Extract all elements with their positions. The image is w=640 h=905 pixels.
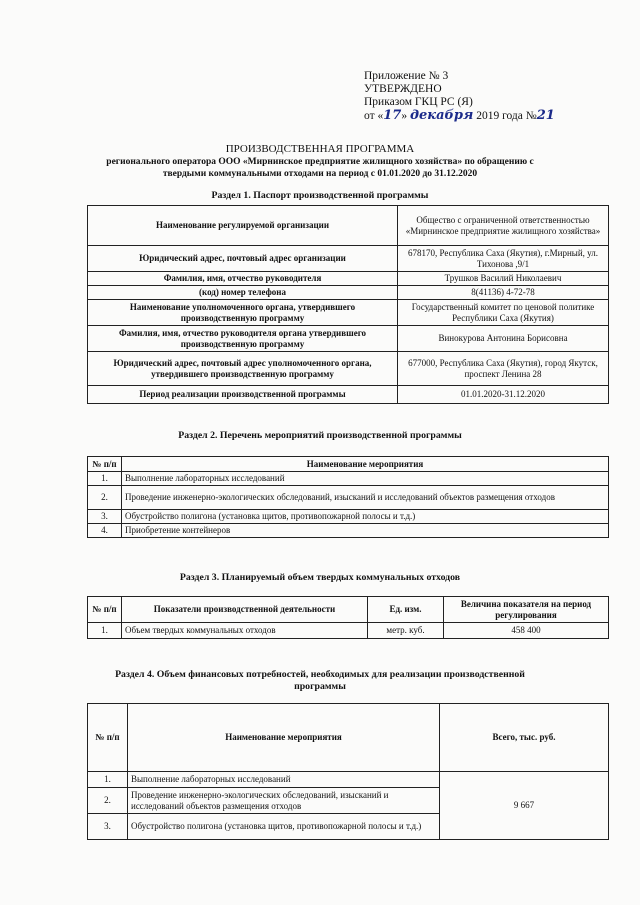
- date-mid: »: [401, 110, 408, 122]
- table-row: [88, 510, 609, 524]
- table-row: [88, 206, 609, 246]
- passport-label: Наименование уполномоченного органа, утвердившего производственную программу: [88, 300, 398, 326]
- date-prefix: от «: [364, 110, 384, 122]
- passport-value: Государственный комитет по ценовой политике Республики Саха (Якутия): [398, 300, 609, 326]
- table-header-row: [88, 457, 609, 472]
- row-name: Обустройство полигона (установка щитов, противопожарной полосы и т.д.): [122, 510, 609, 524]
- col-name-header: Наименование мероприятия: [122, 457, 609, 472]
- row-name: Проведение инженерно-экологических обследований, изысканий и исследований объектов размещения отходов: [122, 486, 609, 510]
- passport-label: Фамилия, имя, отчество руководителя органа утвердившего производственную программу: [88, 326, 398, 352]
- passport-value: 678170, Республика Саха (Якутия), г.Мирный, ул. Тихонова ,9/1: [398, 246, 609, 272]
- row-num: 1.: [88, 772, 128, 788]
- passport-label: Юридический адрес, почтовый адрес организации: [88, 246, 398, 272]
- row-name: Обустройство полигона (установка щитов, противопожарной полосы и т.д.): [128, 814, 440, 840]
- section3-heading: Раздел 3. Планируемый объем твердых коммунальных отходов: [179, 572, 461, 583]
- row-num: 2.: [88, 788, 128, 814]
- table-row: [88, 326, 609, 352]
- section1-heading: Раздел 1. Паспорт производственной программы: [211, 190, 429, 201]
- table-row: [88, 524, 609, 538]
- table-row: [88, 386, 609, 404]
- row-num: 1.: [88, 472, 122, 486]
- col-value-header: Величина показателя на период регулирования: [444, 597, 609, 623]
- order-date-line: [364, 109, 555, 123]
- total-value: 9 667: [440, 772, 609, 840]
- section2-heading: Раздел 2. Перечень мероприятий производственной программы: [178, 430, 462, 441]
- col-unit-header: Ед. изм.: [368, 597, 444, 623]
- col-total-header: Всего, тыс. руб.: [440, 704, 609, 772]
- table-row: [88, 246, 609, 272]
- title-line-1: ПРОИЗВОДСТВЕННАЯ ПРОГРАММА: [225, 143, 415, 155]
- row-num: 1.: [88, 623, 122, 639]
- col-num-header: № п/п: [88, 597, 122, 623]
- approved-label: УТВЕРЖДЕНО: [364, 83, 442, 95]
- document-title: [0, 143, 640, 181]
- date-month: декабря: [409, 108, 474, 123]
- table-row: [88, 623, 609, 639]
- waste-volume-table: [87, 596, 609, 639]
- passport-value: 677000, Республика Саха (Якутия), город Якутск, проспект Ленина 28: [398, 352, 609, 386]
- order-label: Приказом ГКЦ РС (Я): [364, 96, 473, 108]
- passport-value: 01.01.2020-31.12.2020: [398, 386, 609, 404]
- table-row: [88, 486, 609, 510]
- row-indicator: Объем твердых коммунальных отходов: [122, 623, 368, 639]
- table-row: [88, 352, 609, 386]
- passport-label: Фамилия, имя, отчество руководителя: [88, 272, 398, 286]
- col-name-header: Наименование мероприятия: [128, 704, 440, 772]
- date-year: 2019 года №: [476, 110, 537, 122]
- table-header-row: [88, 597, 609, 623]
- row-value: 458 400: [444, 623, 609, 639]
- passport-value: Общество с ограниченной ответственностью «Мирнинское предприятие жилищного хозяйства»: [398, 206, 609, 246]
- table-row: [88, 272, 609, 286]
- section4-heading: Раздел 4. Объем финансовых потребностей, необходимых для реализации производственной программы: [115, 669, 525, 692]
- order-number: 21: [536, 108, 555, 123]
- passport-value: Трушков Василий Николаевич: [398, 272, 609, 286]
- row-num: 3.: [88, 814, 128, 840]
- row-name: Проведение инженерно-экологических обследований, изысканий и исследований объектов размещения отходов: [128, 788, 440, 814]
- approval-block: [364, 70, 555, 123]
- activities-table: [87, 456, 609, 538]
- col-indicator-header: Показатели производственной деятельности: [122, 597, 368, 623]
- col-num-header: № п/п: [88, 457, 122, 472]
- passport-value: 8(41136) 4-72-78: [398, 286, 609, 300]
- row-name: Выполнение лабораторных исследований: [122, 472, 609, 486]
- passport-table: [87, 205, 609, 404]
- col-num-header: № п/п: [88, 704, 128, 772]
- row-unit: метр. куб.: [368, 623, 444, 639]
- passport-value: Винокурова Антонина Борисовна: [398, 326, 609, 352]
- table-header-row: [88, 704, 609, 772]
- passport-label: Юридический адрес, почтовый адрес уполномоченного органа, утвердившего производственную программу: [88, 352, 398, 386]
- passport-label: Наименование регулируемой организации: [88, 206, 398, 246]
- row-num: 3.: [88, 510, 122, 524]
- passport-label: Период реализации производственной программы: [88, 386, 398, 404]
- title-line-2: регионального оператора ООО «Мирнинское предприятие жилищного хозяйства» по обращению с: [106, 156, 534, 167]
- passport-label: (код) номер телефона: [88, 286, 398, 300]
- row-name: Выполнение лабораторных исследований: [128, 772, 440, 788]
- table-row: [88, 472, 609, 486]
- financial-table: [87, 703, 609, 840]
- row-num: 2.: [88, 486, 122, 510]
- row-name: Приобретение контейнеров: [122, 524, 609, 538]
- table-row: [88, 772, 609, 788]
- date-day: 17: [383, 108, 402, 123]
- table-row: [88, 300, 609, 326]
- title-line-3: твердыми коммунальными отходами на период с 01.01.2020 до 31.12.2020: [162, 169, 478, 179]
- appendix-label: Приложение № 3: [364, 70, 449, 82]
- row-num: 4.: [88, 524, 122, 538]
- table-row: [88, 286, 609, 300]
